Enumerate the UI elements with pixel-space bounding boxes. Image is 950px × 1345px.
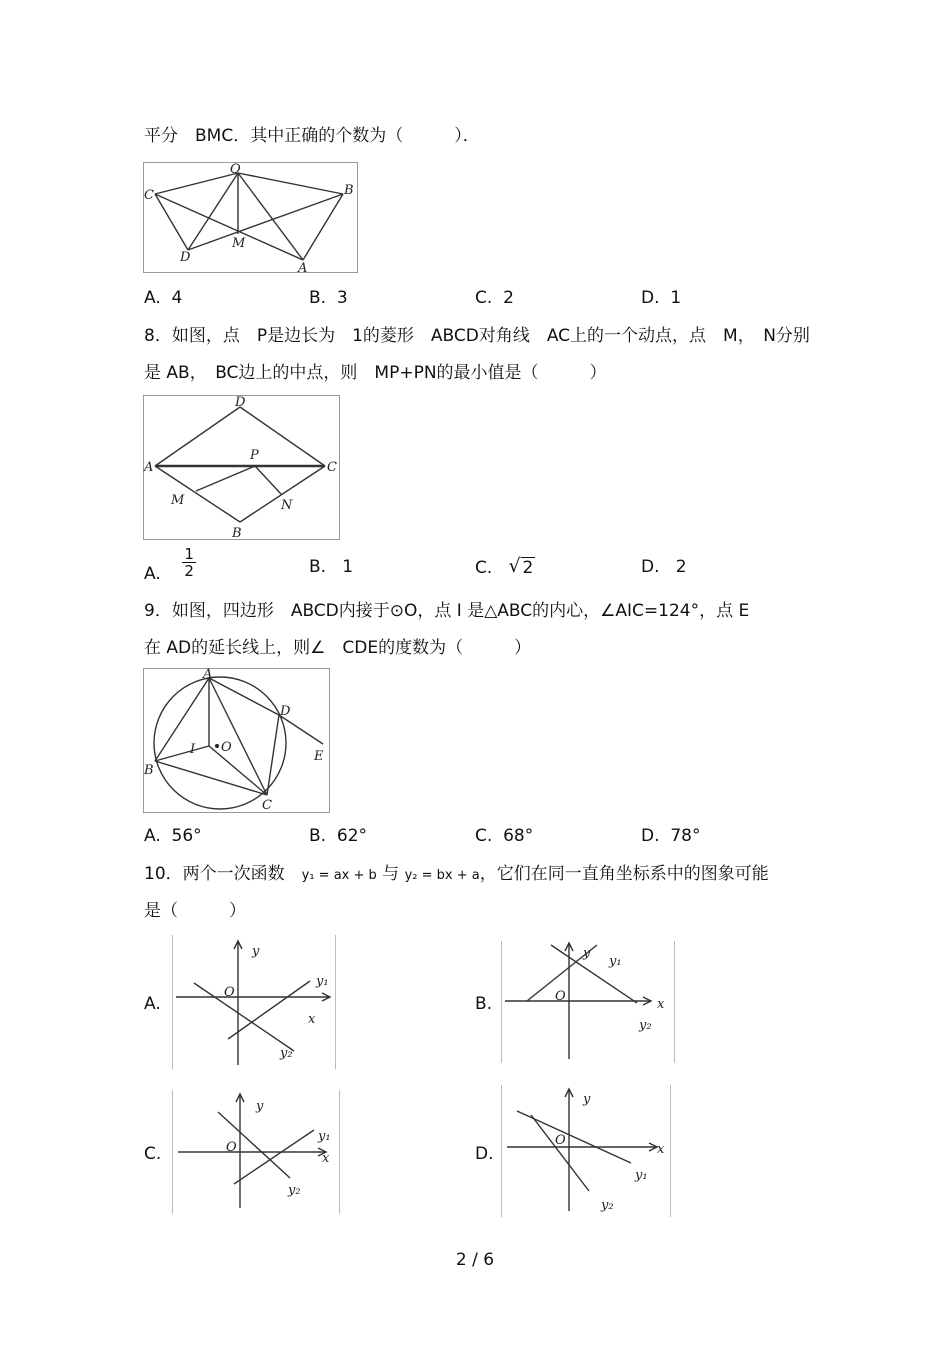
svg-text:y: y (256, 1099, 264, 1114)
q8-option-d[interactable]: D. 2 (641, 557, 687, 577)
sqrt-icon: √ 2 (508, 555, 534, 578)
q10-option-c[interactable]: C. (144, 1144, 162, 1164)
svg-text:x: x (308, 1012, 316, 1027)
label-m: M (232, 236, 246, 251)
q10-graph-c (172, 1090, 340, 1214)
label-a: A (203, 668, 213, 682)
label-p: P (250, 448, 259, 463)
label-o: O (221, 740, 232, 755)
label-d: D (235, 395, 246, 410)
svg-text:O: O (555, 1133, 566, 1148)
svg-text:y₁: y₁ (635, 1168, 648, 1183)
q10-graph-d (501, 1085, 671, 1217)
q8-line1: 8．如图，点 P是边长为 1的菱形 ABCD对角线 AC上的一个动点，点 M， N分别 (144, 326, 810, 346)
svg-text:y₂: y₂ (280, 1046, 293, 1061)
q8-option-b[interactable]: B. 1 (309, 557, 354, 577)
svg-text:x: x (657, 1142, 665, 1157)
svg-text:x: x (322, 1151, 330, 1166)
label-d: D (280, 704, 291, 719)
label-i: I (190, 742, 196, 757)
q7-text: 平分 BMC．其中正确的个数为（ ）． (144, 126, 480, 146)
q8-option-a[interactable]: A. $\frac{1}{2}$ (144, 545, 194, 584)
q7-option-a[interactable]: A. 4 (144, 288, 183, 308)
q9-line2: 在 AD的延长线上，则∠ CDE的度数为（ ） (144, 638, 532, 658)
label-a: A (298, 261, 308, 274)
q9-option-c[interactable]: C. 68° (475, 826, 534, 846)
q10-option-d[interactable]: D. (475, 1144, 494, 1164)
formula-y2: y₂ = bx + a (404, 868, 480, 883)
q9-figure (143, 668, 331, 814)
q9-option-b[interactable]: B. 62° (309, 826, 368, 846)
svg-text:y₁: y₁ (318, 1129, 331, 1144)
svg-text:O: O (226, 1140, 237, 1155)
svg-text:y₁: y₁ (316, 974, 329, 989)
formula-y1: y₁ = ax + b (301, 868, 377, 883)
q10-line1: 10．两个一次函数 y₁ = ax + b 与 y₂ = bx + a，它们在同一直角坐标系中的图象可能 (144, 864, 769, 884)
svg-text:y: y (252, 944, 260, 959)
label-c: C (144, 188, 154, 203)
label-b: B (344, 183, 354, 198)
q7-option-d[interactable]: D. 1 (641, 288, 682, 308)
q9-line1: 9．如图，四边形 ABCD内接于⊙O，点 I 是△ABC的内心，∠AIC=124°，点 E (144, 601, 750, 621)
svg-text:y₂: y₂ (288, 1183, 301, 1198)
q10-graph-a (172, 935, 336, 1069)
label-d: D (180, 250, 191, 265)
q9-option-a[interactable]: A. 56° (144, 826, 202, 846)
q9-option-d[interactable]: D. 78° (641, 826, 701, 846)
svg-text:O: O (555, 989, 566, 1004)
label-b: B (144, 763, 154, 778)
label-m: M (171, 493, 185, 508)
svg-text:y₂: y₂ (639, 1018, 652, 1033)
label-e: E (314, 749, 324, 764)
svg-text:O: O (224, 985, 235, 1000)
label-n: N (281, 498, 293, 513)
q10-line2: 是（ ） (144, 901, 246, 921)
q10-option-b[interactable]: B. (475, 994, 493, 1014)
label-c: C (262, 798, 272, 813)
svg-text:x: x (657, 997, 665, 1012)
q7-option-c[interactable]: C. 2 (475, 288, 514, 308)
q10-option-a[interactable]: A. (144, 994, 161, 1014)
fraction-one-half: $\frac{1}{2}$ (184, 545, 194, 580)
q8-figure (143, 395, 341, 541)
label-a: A (144, 460, 154, 475)
svg-text:y: y (583, 946, 591, 961)
q8-line2: 是 AB， BC边上的中点，则 MP+PN的最小值是（ ） (144, 363, 607, 383)
q7-figure (143, 162, 359, 274)
label-b: B (232, 526, 242, 541)
label-c: C (327, 460, 337, 475)
q7-option-b[interactable]: B. 3 (309, 288, 348, 308)
page-number: 2 / 6 (455, 1250, 495, 1270)
svg-text:y₂: y₂ (601, 1198, 614, 1213)
label-o: O (230, 162, 241, 177)
svg-text:y: y (583, 1092, 591, 1107)
q10-graph-b (501, 941, 675, 1063)
q8-option-c[interactable]: C. √ 2 (475, 555, 534, 578)
svg-text:y₁: y₁ (609, 954, 622, 969)
